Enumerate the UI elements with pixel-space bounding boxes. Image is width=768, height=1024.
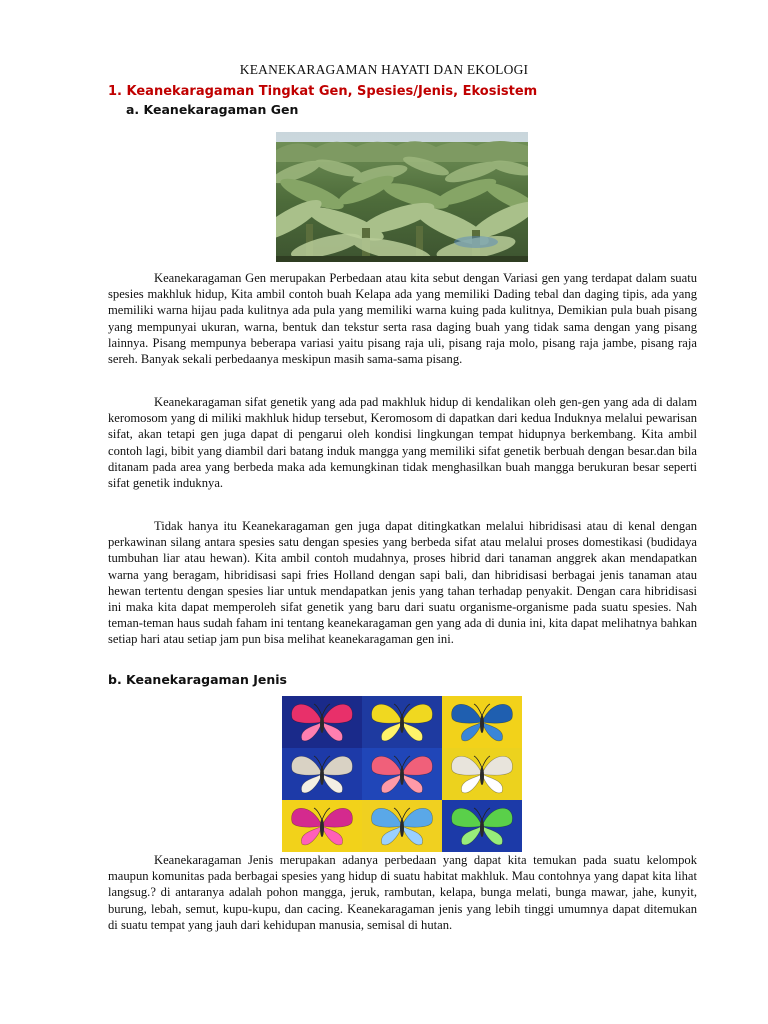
paragraph-gen-3: Tidak hanya itu Keanekaragaman gen juga dapat ditingkatkan melalui hibridisasi atau di kenal dengan perkawinan silang antara spesies satu dengan spesies yang berbeda sifat atau melalui proses domestikasi (budidaya tumbuhan liar atau hewan). Kita ambil contoh mudahnya, proses hibrid dari tanaman anggrek akan mendapatkan warna yang beragam, hibridisasi sapi fries Holland dengan sapi bali, dan hibridisasi berbagai jenis tanaman atau hewan tertentu dengan spesies liar untuk mendapatkan jenis yang tahan terhadap penyakit. Dengan cara hibridisasi ini maka kita dapat memperoleh sifat genetik yang baru dari suatu organisme-organisme pada suatu spesies. Nah teman-teman haus sudah faham ini tentang keanekaragaman gen yang ada di dunia ini, kita dapat melihatnya bahkan setiap hari atau setiap jam pun bisa melihat keanekaragaman gen ini. [108, 519, 697, 647]
paragraph-gen-2: Keanekaragaman sifat genetik yang ada pad makhluk hidup di kendalikan oleh gen-gen yang ada di dalam keromosom yang di miliki makhluk hidup tersebut, Keromosom di dapatkan dari kedua Induknya melalui pewarisan sifat, akan tetapi gen juga dapat di pengarui oleh kondisi lingkungan tempat hidupnya berkembang. Kita ambil contoh lagi, bibit yang diambil dari batang induk mangga yang memiliki sifat genetik berbuah dengan besar.dan bila ditanam pada area yang berbeda maka ada kemungkinan tidak menghasilkan buah mangga berukuran besar seperti sifat genetik induknya. [108, 395, 697, 491]
butterfly-tile [442, 748, 522, 800]
paragraph-jenis-1: Keanekaragaman Jenis merupakan adanya perbedaan yang dapat kita temukan pada suatu kelompok maupun komunitas pada berbagai spesies yang hidup di suatu habitat makhluk. Mau contohnya yang dapat kita lihat langsug.? di antaranya adalah pohon mangga, jeruk, rambutan, kelapa, bunga melati, bunga mawar, jahe, kunyit, burung, lebah, semut, kupu-kupu, dan cacing. Keanekaragaman jenis yang lebih tinggi umumnya dapat ditemukan di suatu tempat yang jauh dari kehidupan manusia, semisal di hutan. [108, 853, 697, 932]
paragraph-gen-1: Keanekaragaman Gen merupakan Perbedaan atau kita sebut dengan Variasi gen yang terdapat dalam suatu spesies makhluk hidup, Kita ambil contoh buah Kelapa ada yang memiliki Dading tebal dan daging tipis, ada yang memiliki warna hijau pada kulitnya ada pula yang memiliki warna kuing pada kulitnya, Demikian pula buah pisang yang mempunyai ukuran, warna, bentuk dan tekstur serta rasa daging buah yang tidak sama dengan yang pisang lainnya. Pisang mempunya beberapa variasi yaitu pisang raja uli, pisang raja molo, pisang raja jambe, pisang raja sereh. Banyak sekali perbedaanya meskipun masih sama-sama pisang. [108, 271, 697, 367]
butterfly-tile [282, 696, 362, 748]
butterfly-tile [362, 800, 442, 852]
subsection-heading-gen: a. Keanekaragaman Gen [126, 102, 299, 117]
butterfly-tile [442, 800, 522, 852]
banana-plantation-photo [276, 132, 528, 262]
section-heading-1: 1. Keanekaragaman Tingkat Gen, Spesies/Jenis, Ekosistem [108, 84, 538, 99]
butterfly-tile [282, 800, 362, 852]
butterfly-tile [362, 748, 442, 800]
document-title: KEANEKARAGAMAN HAYATI DAN EKOLOGI [239, 62, 529, 77]
butterfly-tile [282, 748, 362, 800]
subsection-heading-jenis: b. Keanekaragaman Jenis [108, 672, 287, 687]
butterfly-tile [442, 696, 522, 748]
butterfly-tile [362, 696, 442, 748]
butterflies-photo [282, 696, 522, 852]
